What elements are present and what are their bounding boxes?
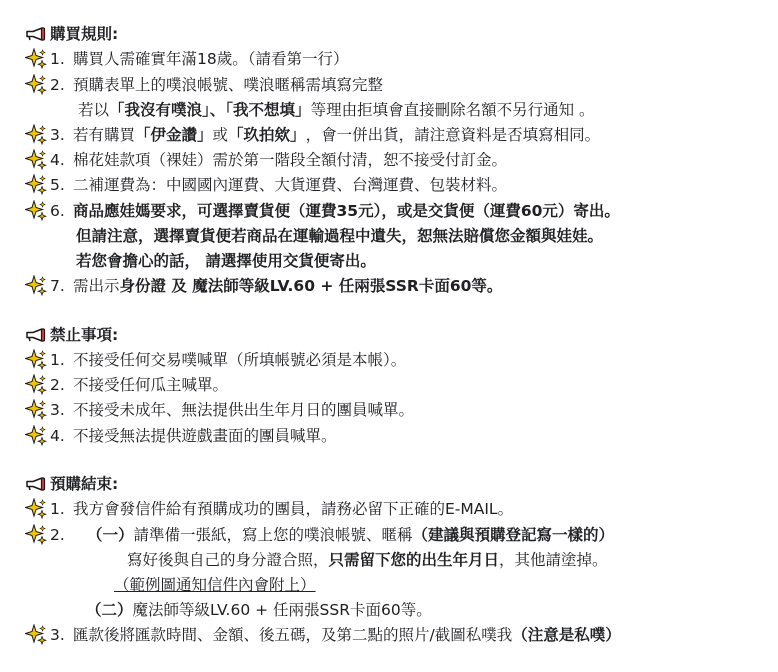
sparkle-icon	[25, 498, 47, 520]
prohibited-item-3	[25, 398, 414, 422]
end-number: 1.	[50, 500, 65, 518]
end-bold-phrase: （注意是私噗）	[512, 626, 621, 644]
rule-text: 二補運費為：中國國內運費、大貨運費、台灣運費、包裝材料。	[73, 176, 508, 194]
rule-item-2-continuation	[78, 98, 595, 122]
example-note: （範例圖通知信件內會附上）	[114, 576, 316, 594]
purchase-rules-title: 購買規則:	[50, 25, 119, 43]
prohibited-number: 3.	[50, 401, 65, 419]
end-item-1	[25, 497, 513, 521]
rule-bold-phrase: 身份證 及 魔法師等級LV.60 + 任兩張SSR卡面60等。	[119, 277, 503, 295]
sparkle-icon	[25, 275, 47, 297]
rule-separator: 、	[209, 101, 226, 119]
prohibited-text: 不接受未成年、無法提供出生年月日的團員喊單。	[73, 401, 415, 419]
purchase-rules-header	[25, 22, 118, 46]
end-text: 寫好後與自己的身分證合照，	[127, 551, 329, 569]
prohibited-title: 禁止事項:	[50, 326, 119, 344]
end-number: 2.	[50, 526, 65, 544]
sparkle-icon	[25, 48, 47, 70]
rule-text: 若有購買	[73, 126, 136, 144]
sparkle-icon	[25, 74, 47, 96]
prohibited-item-2	[25, 373, 228, 397]
rule-number: 7.	[50, 277, 65, 295]
rule-item-5	[25, 173, 507, 197]
rule-number: 6.	[50, 202, 65, 220]
rule-number: 5.	[50, 176, 65, 194]
rule-number: 4.	[50, 151, 65, 169]
rule-text-bold: 商品應娃媽要求，可選擇賣貨便（運費35元），或是交貨便（運費60元）寄出。	[73, 202, 620, 220]
end-text: 我方會發信件給有預購成功的團員，請務必留下正確的E-MAIL。	[73, 500, 514, 518]
end-text: 匯款後將匯款時間、金額、後五碼，及第二點的照片/截圖私噗我	[73, 626, 513, 644]
sparkle-icon	[25, 524, 47, 546]
prohibited-item-1	[25, 348, 406, 372]
rule-item-6-continuation-2: 若您會擔心的話， 請選擇使用交貨便寄出。	[76, 252, 376, 270]
prohibited-header	[25, 323, 118, 347]
rule-text: 或	[212, 126, 229, 144]
rule-item-6-continuation-1: 但請注意，選擇賣貨便若商品在運輸過程中遺失，恕無法賠償您金額與娃娃。	[76, 227, 604, 245]
sub-point-label: （一）	[87, 526, 134, 544]
rule-number: 1.	[50, 50, 65, 68]
sparkle-icon	[25, 374, 47, 396]
rule-item-2	[25, 73, 383, 97]
rule-text: 預購表單上的噗浪帳號、噗浪暱稱需填寫完整	[73, 76, 384, 94]
megaphone-icon	[25, 328, 47, 342]
rule-text: 購買人需確實年滿18歲。（請看第一行）	[73, 50, 349, 68]
sparkle-icon	[25, 624, 47, 646]
preorder-end-header	[25, 472, 118, 496]
end-text: 魔法師等級LV.60 + 任兩張SSR卡面60等。	[132, 601, 432, 619]
prohibited-text: 不接受任何瓜主喊單。	[73, 376, 229, 394]
end-bold-phrase: （建議與預購登記寫一樣的）	[412, 526, 615, 544]
megaphone-icon	[25, 27, 47, 41]
rule-item-7	[25, 274, 502, 298]
sparkle-icon	[25, 200, 47, 222]
sparkle-icon	[25, 399, 47, 421]
sparkle-icon	[25, 149, 47, 171]
rule-number: 2.	[50, 76, 65, 94]
rule-bold-phrase: 「玖拍欸」	[228, 126, 306, 144]
end-item-3	[25, 623, 621, 647]
sparkle-icon	[25, 349, 47, 371]
rule-bold-phrase: 「我沒有噗浪」	[109, 101, 210, 119]
rule-text: ，會一併出貨，請注意資料是否填寫相同。	[305, 126, 601, 144]
end-item-2	[25, 523, 614, 547]
end-bold-phrase: 只需留下您的出生年月日	[328, 551, 500, 569]
end-item-2-sub-2	[86, 598, 432, 622]
sparkle-icon	[25, 174, 47, 196]
sub-point-label: （二）	[86, 601, 133, 619]
megaphone-icon	[25, 477, 47, 491]
sparkle-icon	[25, 425, 47, 447]
end-number: 3.	[50, 626, 65, 644]
rule-text: 需出示	[73, 277, 120, 295]
rule-item-3	[25, 123, 600, 147]
rule-text: 等理由拒填會直接刪除名額不另行通知 。	[310, 101, 595, 119]
rule-text: 棉花娃款項（裸娃）需於第一階段全額付清，恕不接受付訂金。	[73, 151, 508, 169]
sparkle-icon	[25, 124, 47, 146]
rule-bold-phrase: 「我不想填」	[225, 101, 311, 119]
prohibited-number: 1.	[50, 351, 65, 369]
rule-item-4	[25, 148, 507, 172]
prohibited-text: 不接受任何交易噗喊單（所填帳號必須是本帳）。	[73, 351, 407, 369]
rule-bold-phrase: 「伊金讚」	[135, 126, 213, 144]
rule-item-1	[25, 47, 348, 71]
end-item-2-continuation	[127, 548, 608, 572]
prohibited-number: 2.	[50, 376, 65, 394]
rule-item-6	[25, 199, 620, 223]
rule-text: 若以	[78, 101, 110, 119]
rule-number: 3.	[50, 126, 65, 144]
end-text: ，其他請塗掉。	[499, 551, 608, 569]
prohibited-number: 4.	[50, 427, 65, 445]
prohibited-text: 不接受無法提供遊戲畫面的團員喊單。	[73, 427, 337, 445]
end-text: 請準備一張紙，寫上您的噗浪帳號、暱稱	[133, 526, 413, 544]
prohibited-item-4	[25, 424, 337, 448]
preorder-end-title: 預購結束:	[50, 475, 119, 493]
